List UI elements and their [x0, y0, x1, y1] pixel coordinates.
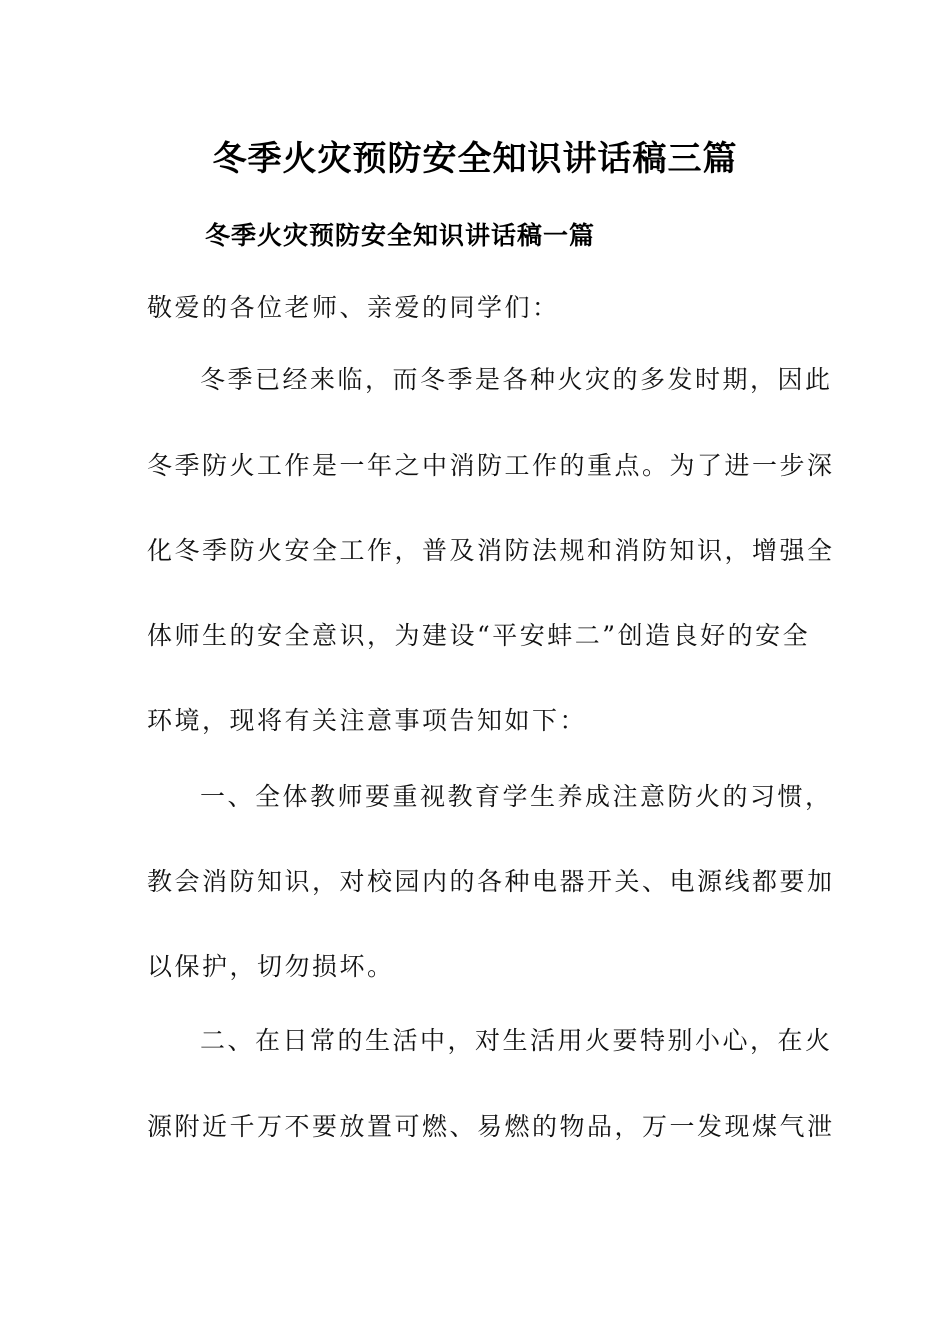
paragraph-line: 教会消防知识，对校园内的各种电器开关、电源线都要加	[147, 867, 835, 896]
paragraph-line: 冬季已经来临，而冬季是各种火灾的多发时期，因此	[200, 365, 833, 394]
paragraph-line: 以保护，切勿损坏。	[147, 952, 395, 981]
document-title: 冬季火灾预防安全知识讲话稿三篇	[212, 139, 738, 179]
paragraph-line: 一、全体教师要重视教育学生养成注意防火的习惯，	[200, 782, 833, 811]
salutation-line: 敬爱的各位老师、亲爱的同学们：	[147, 293, 560, 322]
paragraph-line: 环境，现将有关注意事项告知如下：	[147, 706, 588, 735]
paragraph-line: 体师生的安全意识，为建设“平安蚌二”创造良好的安全	[147, 621, 811, 650]
paragraph-line: 源附近千万不要放置可燃、易燃的物品，万一发现煤气泄	[147, 1112, 835, 1141]
section-heading: 冬季火灾预防安全知识讲话稿一篇	[205, 221, 596, 250]
paragraph-line: 冬季防火工作是一年之中消防工作的重点。为了进一步深	[147, 451, 835, 480]
paragraph-line: 化冬季防火安全工作，普及消防法规和消防知识，增强全	[147, 536, 835, 565]
paragraph-line: 二、在日常的生活中，对生活用火要特别小心，在火	[200, 1026, 833, 1055]
